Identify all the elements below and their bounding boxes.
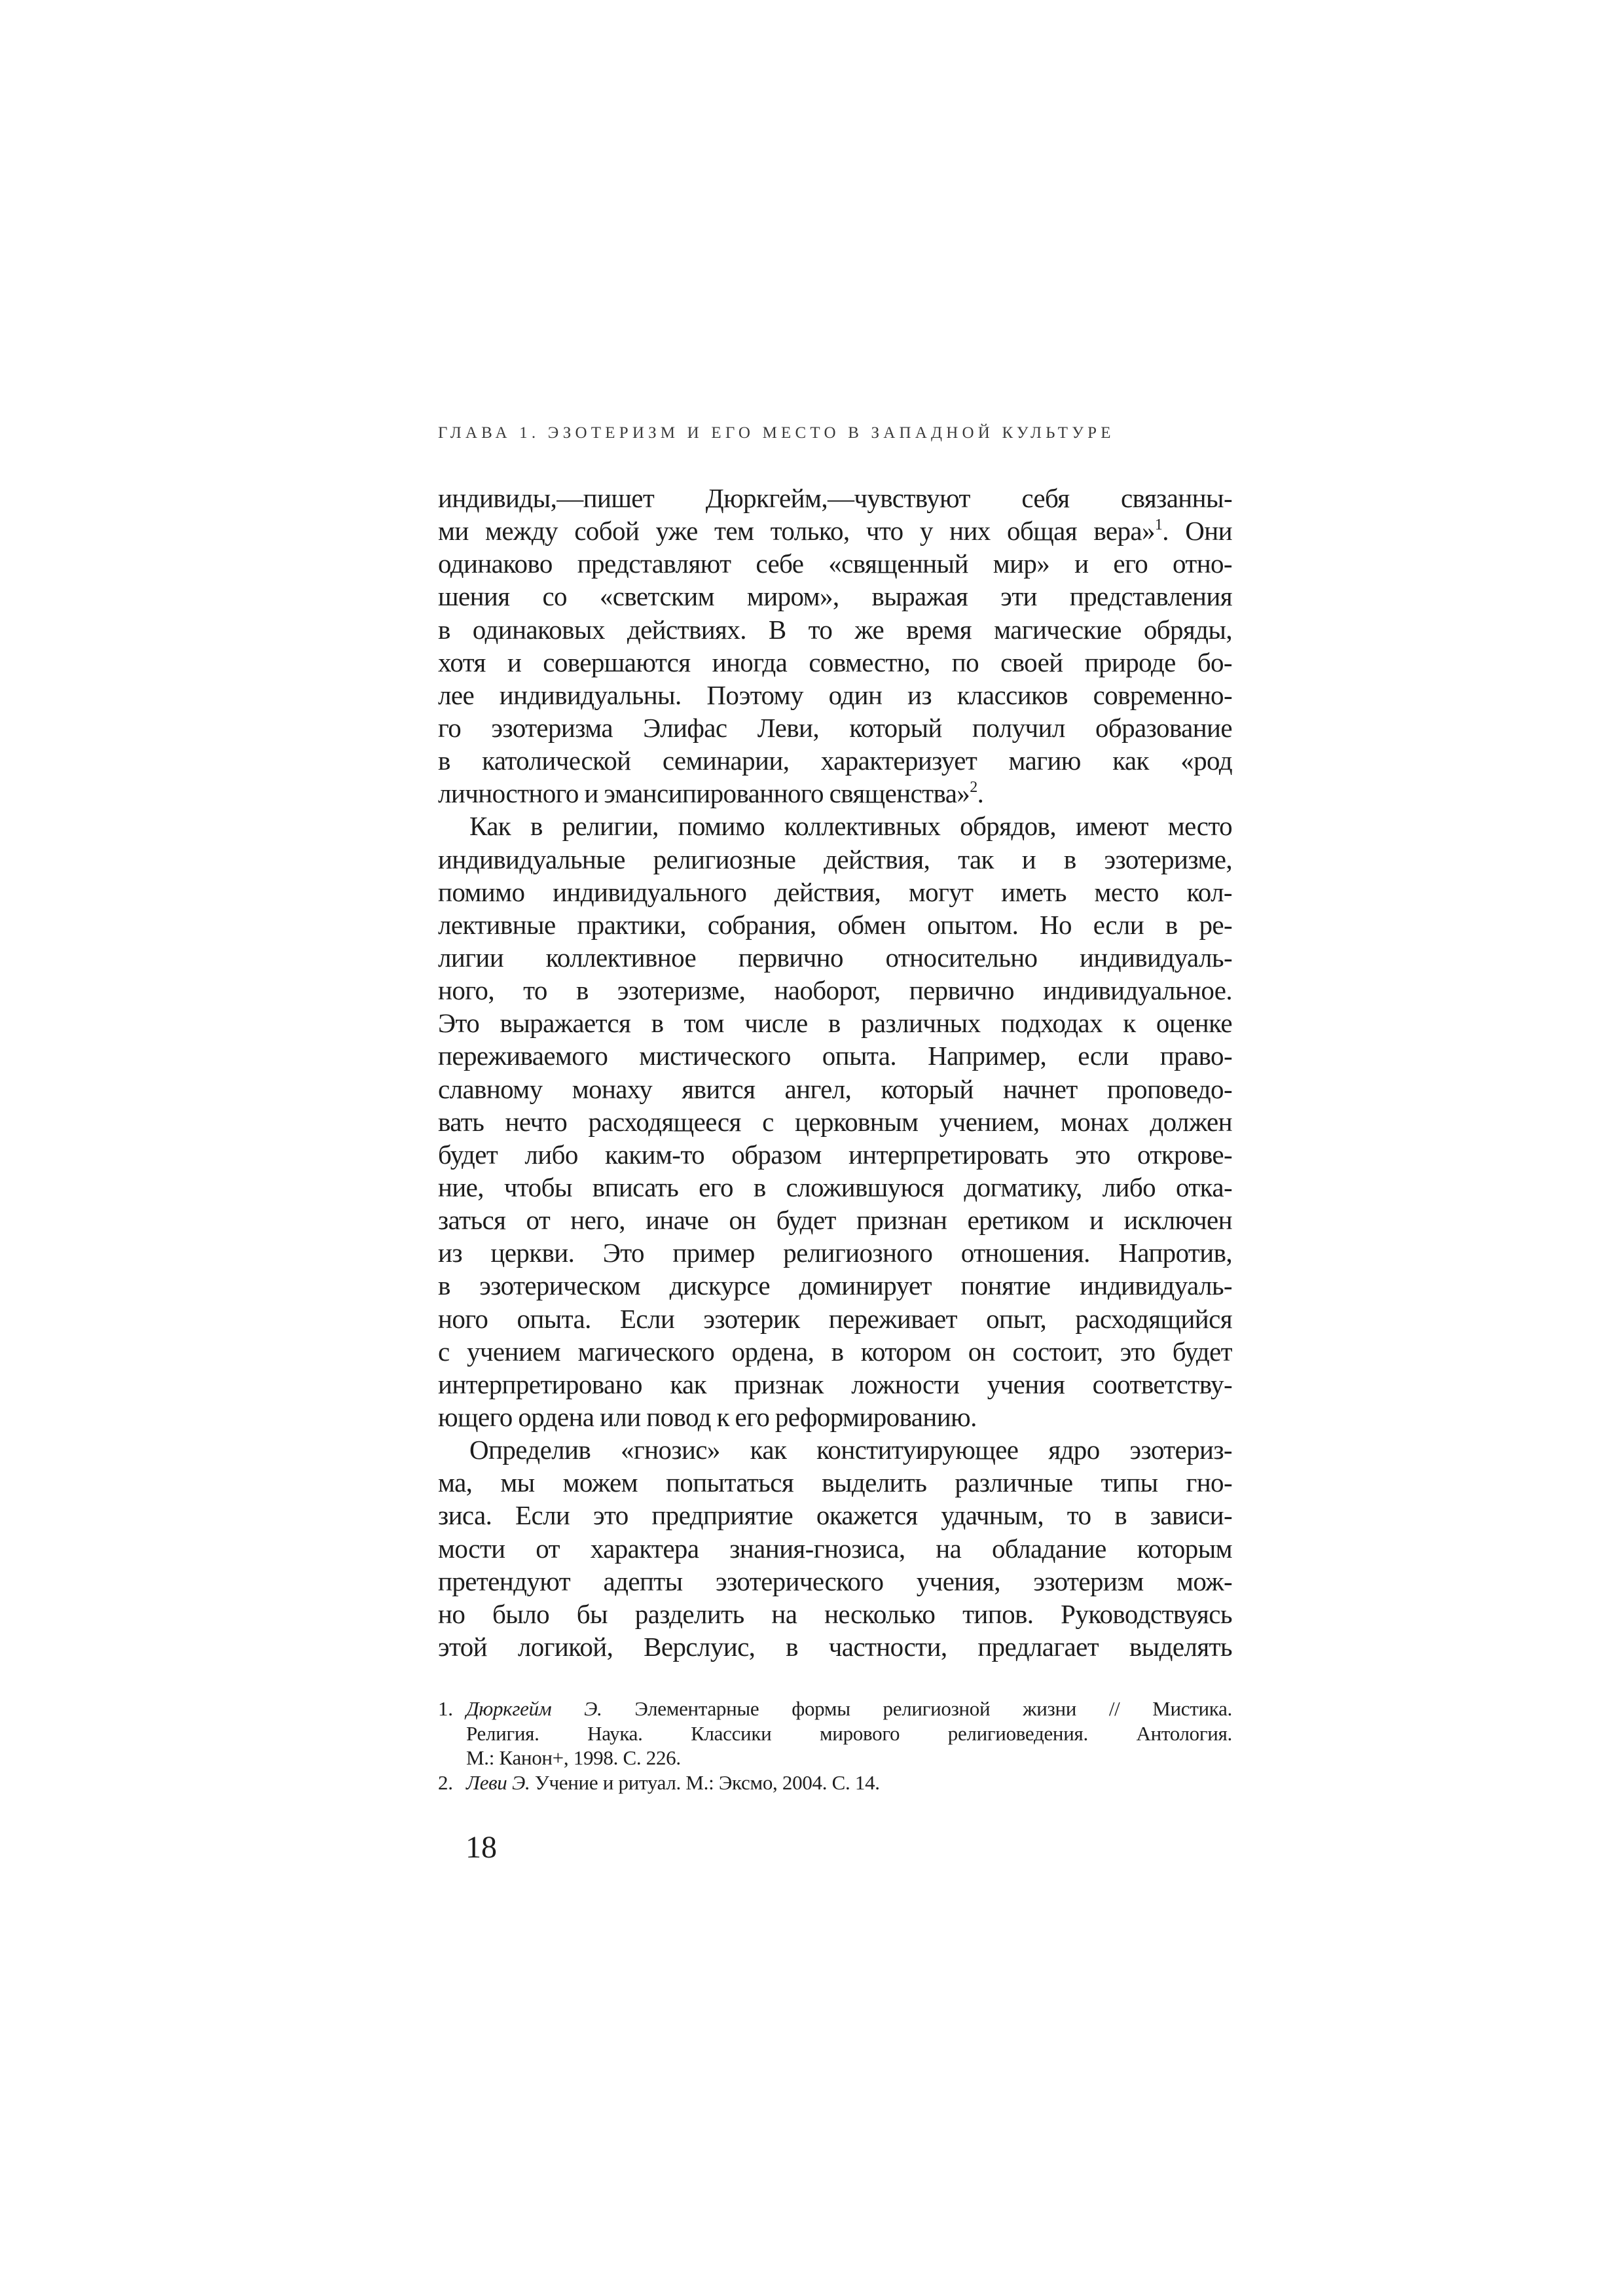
footnote-line — [466, 1746, 1232, 1770]
footnotes — [438, 1696, 1232, 1795]
body-text — [438, 482, 1232, 1663]
text-line: будет либо каким-то образом интерпретировать это открове- — [438, 1139, 1232, 1170]
text-line: го эзотеризма Элифас Леви, который получил образование — [438, 712, 1232, 743]
footnote-number: 2. — [438, 1770, 453, 1794]
footnote — [438, 1770, 1232, 1795]
text-line: интерпретировано как признак ложности учения соответству- — [438, 1369, 1232, 1399]
text-line: шения со «светским миром», выражая эти представления — [438, 581, 1232, 612]
text-line: ма, мы можем попытаться выделить различные типы гно- — [438, 1467, 1232, 1498]
text-line: лективные практики, собрания, обмен опытом. Но если в ре- — [438, 909, 1232, 940]
text-line — [438, 514, 1232, 547]
text-line: одинаково представляют себе «священный мир» и его отно- — [438, 548, 1232, 579]
text-line: претендуют адепты эзотерического учения, эзотеризм мож- — [438, 1566, 1232, 1596]
footnote-ref: 1 — [1154, 516, 1163, 534]
text-line: славному монаху явится ангел, который начнет проповедо- — [438, 1073, 1232, 1104]
text-line: в одинаковых действиях. В то же время магические обряды, — [438, 614, 1232, 645]
text-line: Это выражается в том числе в различных подходах к оценке — [438, 1008, 1232, 1039]
footnote — [438, 1696, 1232, 1770]
text-line: ного опыта. Если эзотерик переживает опыт, расходящийся — [438, 1303, 1232, 1334]
text-line: лее индивидуальны. Поэтому один из классиков современно- — [438, 679, 1232, 710]
text-line: индивидуальные религиозные действия, так и в эзотеризме, — [438, 844, 1232, 874]
footnote-text: Религия. Наука. Классики мирового религиоведения. Антология. — [466, 1721, 1232, 1745]
text-line: ного, то в эзотеризме, наоборот, первично индивидуальное. — [438, 975, 1232, 1006]
text-line: зиса. Если это предприятие окажется удачным, то в зависи- — [438, 1500, 1232, 1531]
text-line: вать нечто расходящееся с церковным учением, монах должен — [438, 1106, 1232, 1137]
text-line: в эзотерическом дискурсе доминирует понятие индивидуаль- — [438, 1270, 1232, 1301]
footnote-text: М.: Канон+, 1998. С. 226. — [466, 1746, 681, 1769]
text-line: Как в религии, помимо коллективных обрядов, имеют место — [469, 811, 1232, 842]
text-line: но было бы разделить на несколько типов. Руководствуясь — [438, 1598, 1232, 1629]
footnote-line — [466, 1721, 1232, 1746]
line-text: . — [977, 778, 984, 809]
text-line: мости от характера знания-гнозиса, на обладание которым — [438, 1533, 1232, 1564]
text-line: с учением магического ордена, в котором он состоит, это будет — [438, 1336, 1232, 1367]
text-line: из церкви. Это пример религиозного отношения. Напротив, — [438, 1238, 1232, 1268]
text-line — [438, 777, 1232, 810]
footnote-text: Элементарные формы религиозной жизни // Мистика. — [602, 1697, 1233, 1720]
text-line: заться от него, иначе он будет признан еретиком и исключен — [438, 1205, 1232, 1236]
text-line: ющего ордена или повод к его реформированию. — [438, 1401, 977, 1432]
paragraph — [438, 810, 1232, 1433]
footnote-author: Дюркгейм Э. — [466, 1697, 602, 1720]
footnote-line — [466, 1696, 1232, 1721]
footnote-ref: 2 — [970, 779, 977, 797]
text-line: индивиды,—пишет Дюркгейм,—чувствуют себя связанны- — [438, 483, 1232, 513]
footnote-text: Учение и ритуал. М.: Эксмо, 2004. С. 14. — [530, 1770, 880, 1794]
text-line: хотя и совершаются иногда совместно, по своей природе бо- — [438, 647, 1232, 677]
text-line: в католической семинарии, характеризует магию как «род — [438, 745, 1232, 776]
running-head: ГЛАВА 1. ЭЗОТЕРИЗМ И ЕГО МЕСТО В ЗАПАДНОЙ КУЛЬТУРЕ — [438, 424, 1115, 442]
text-line: помимо индивидуального действия, могут иметь место кол- — [438, 876, 1232, 907]
text-line: этой логикой, Верслуис, в частности, предлагает выделять — [438, 1631, 1232, 1662]
line-text: личностного и эмансипированного священства» — [438, 778, 970, 809]
footnote-line — [466, 1770, 1232, 1795]
text-line: переживаемого мистического опыта. Например, если право- — [438, 1041, 1232, 1071]
page-number: 18 — [465, 1830, 497, 1865]
text-line: ние, чтобы вписать его в сложившуюся догматику, либо отка- — [438, 1172, 1232, 1202]
line-text: . Они — [1162, 516, 1232, 547]
footnote-author: Леви Э. — [466, 1770, 530, 1794]
text-line: Определив «гнозис» как конституирующее ядро эзотериз- — [469, 1435, 1232, 1465]
paragraph — [438, 482, 1232, 810]
line-text: ми между собой уже тем только, что у них общая вера» — [438, 516, 1155, 547]
paragraph — [438, 1433, 1232, 1663]
text-line: лигии коллективное первично относительно индивидуаль- — [438, 942, 1232, 973]
footnote-number: 1. — [438, 1697, 453, 1720]
